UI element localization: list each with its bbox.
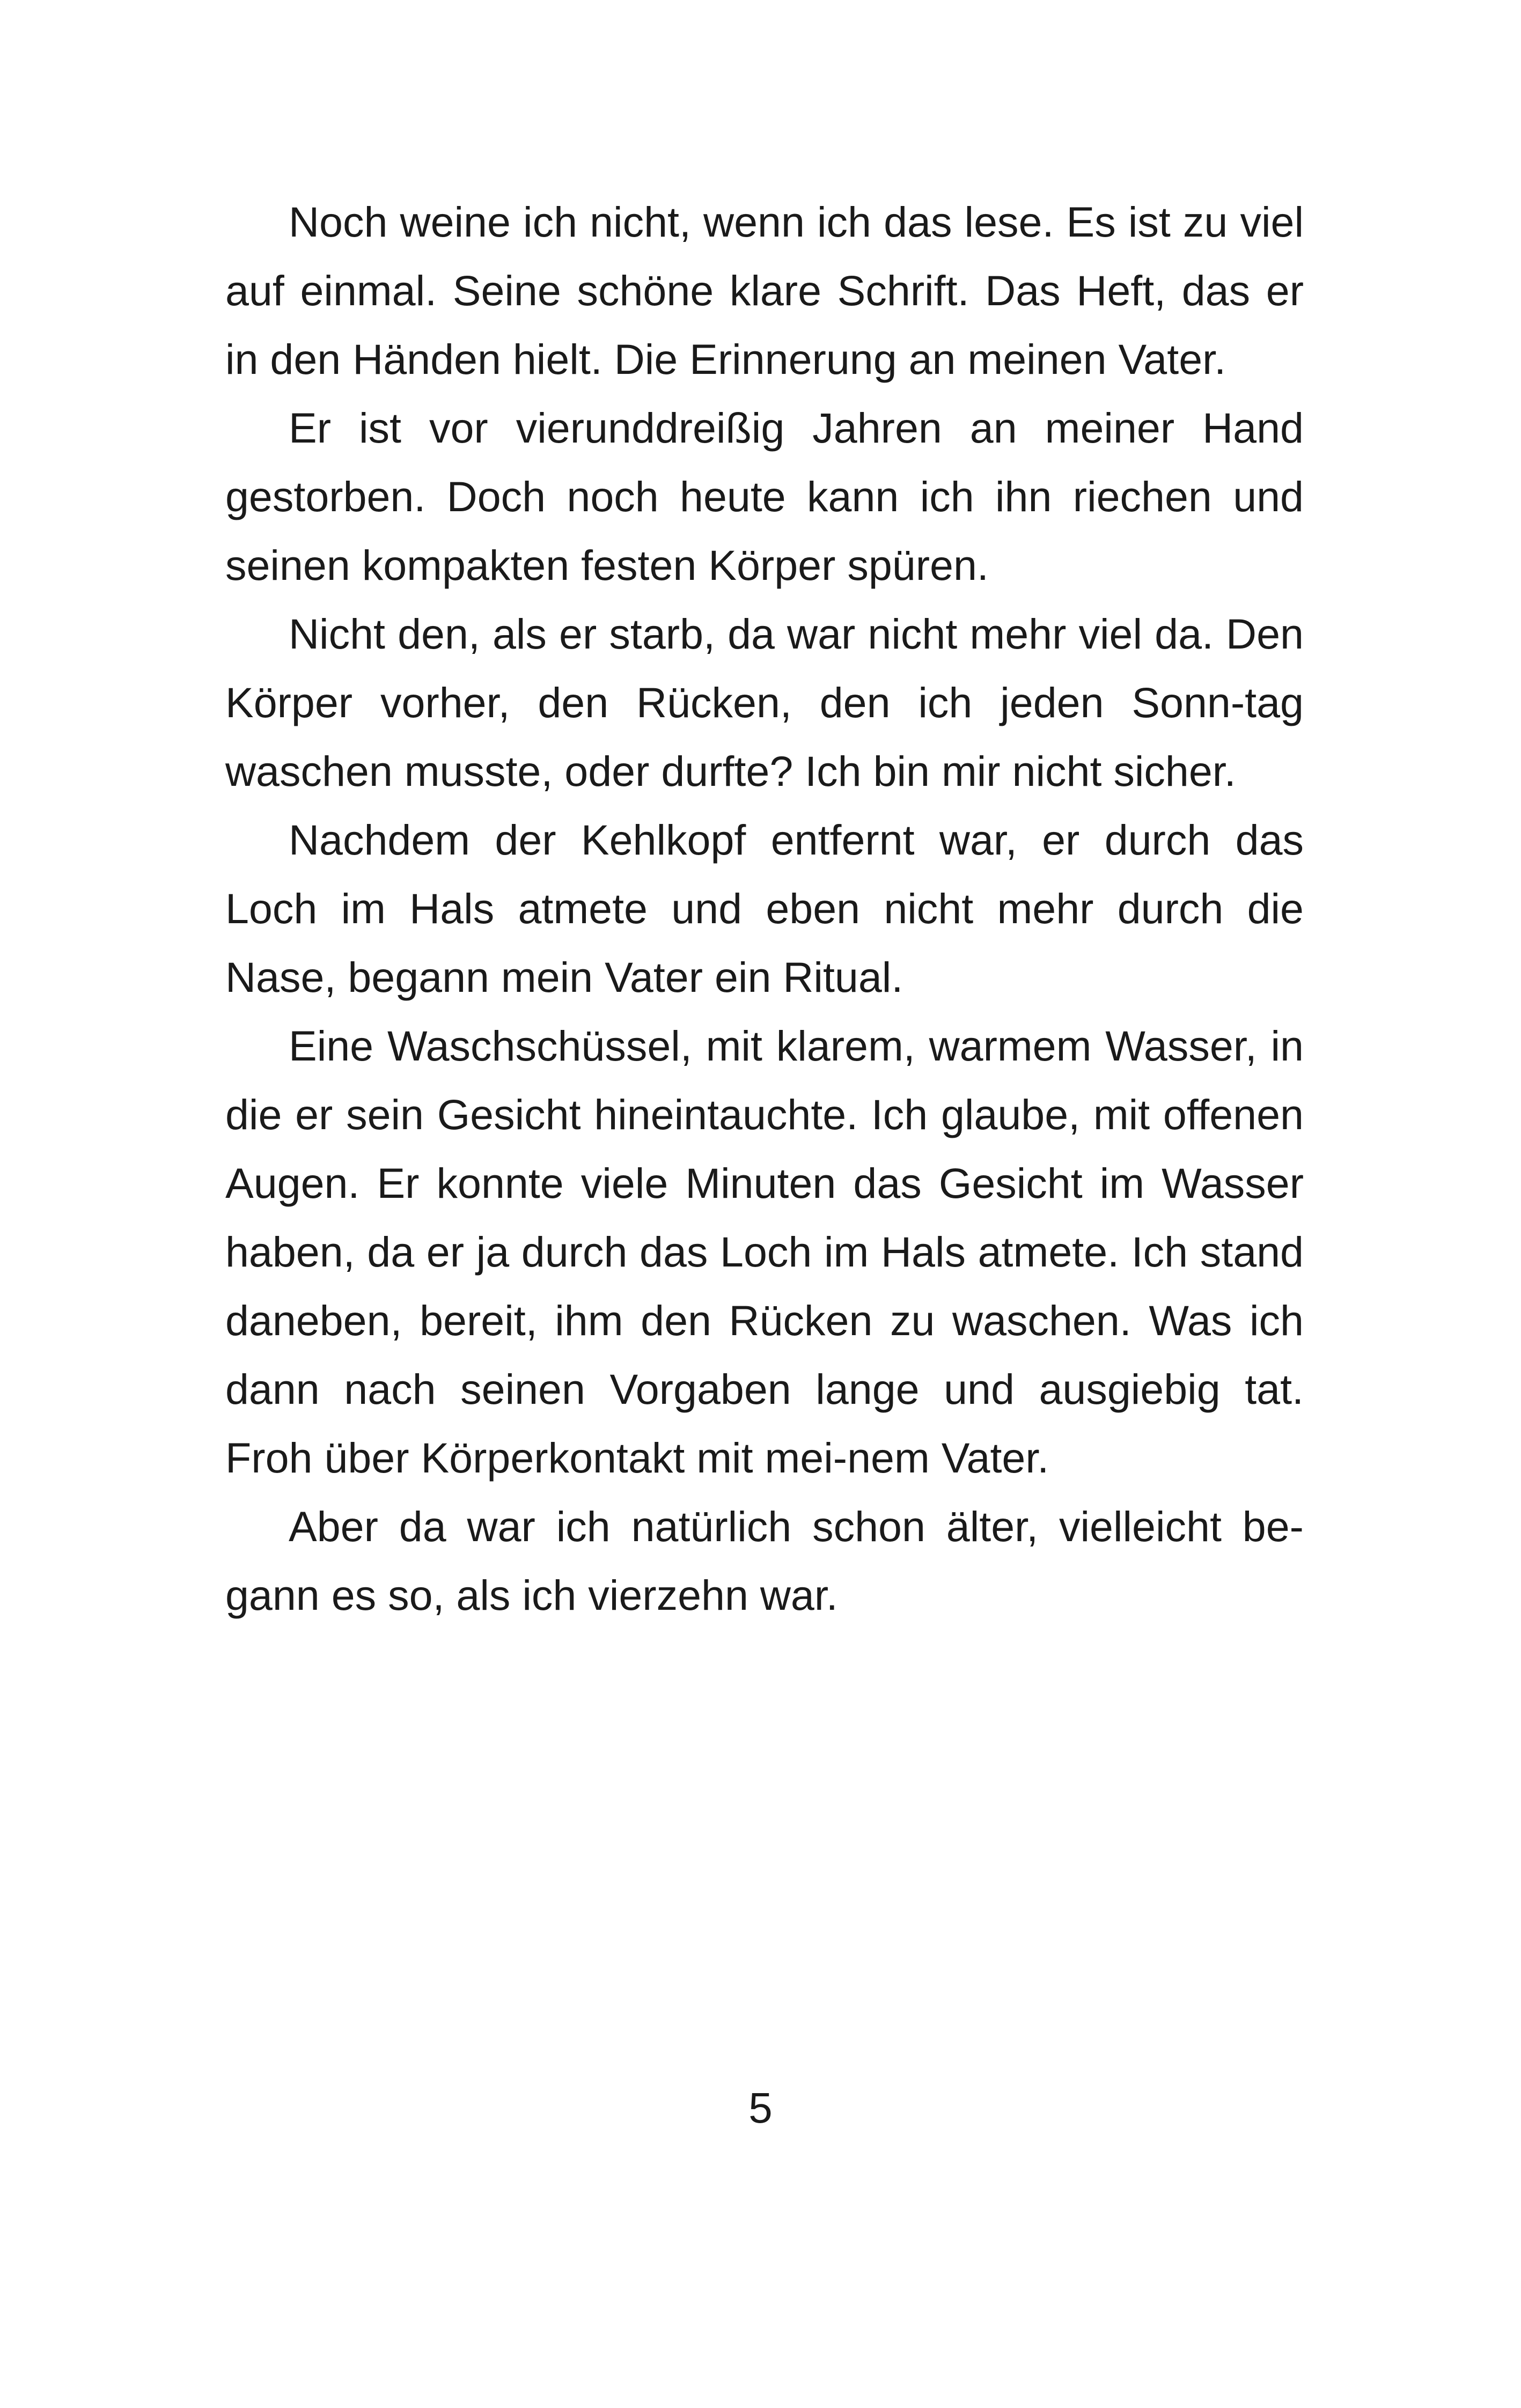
paragraph-3: Nicht den, als er starb, da war nicht mehr viel da. Den Körper vorher, den Rücken, den ich jeden Sonn-tag waschen musste, oder durfte? Ich bin mir nicht sicher. <box>225 610 1304 795</box>
paragraph-4: Nachdem der Kehlkopf entfernt war, er durch das Loch im Hals atmete und eben nicht mehr durch die Nase, begann mein Vater ein Ritual. <box>225 816 1304 1001</box>
page-number: 5 <box>748 2084 773 2132</box>
paragraph-5: Eine Waschschüssel, mit klarem, warmem Wasser, in die er sein Gesicht hineintauchte. Ich glaube, mit offenen Augen. Er konnte viele Minuten das Gesicht im Wasser haben, da er ja durch das Loch im Hals atmete. Ich stand daneben, bereit, ihm den Rücken zu waschen. Was ich dann nach seinen Vorgaben lange und ausgiebig tat. Froh über Körperkontakt mit mei-nem Vater. <box>225 1022 1304 1482</box>
paragraph-2: Er ist vor vierunddreißig Jahren an meiner Hand gestorben. Doch noch heute kann ich ihn riechen und seinen kompakten festen Körper spüren. <box>225 404 1304 589</box>
body-text <box>225 188 1304 1630</box>
paragraph-6: Aber da war ich natürlich schon älter, vielleicht be-gann es so, als ich vierzehn war. <box>225 1503 1304 1619</box>
paragraph-1: Noch weine ich nicht, wenn ich das lese. Es ist zu viel auf einmal. Seine schöne klare Schrift. Das Heft, das er in den Händen hielt. Die Erinnerung an meinen Vater. <box>225 198 1304 383</box>
